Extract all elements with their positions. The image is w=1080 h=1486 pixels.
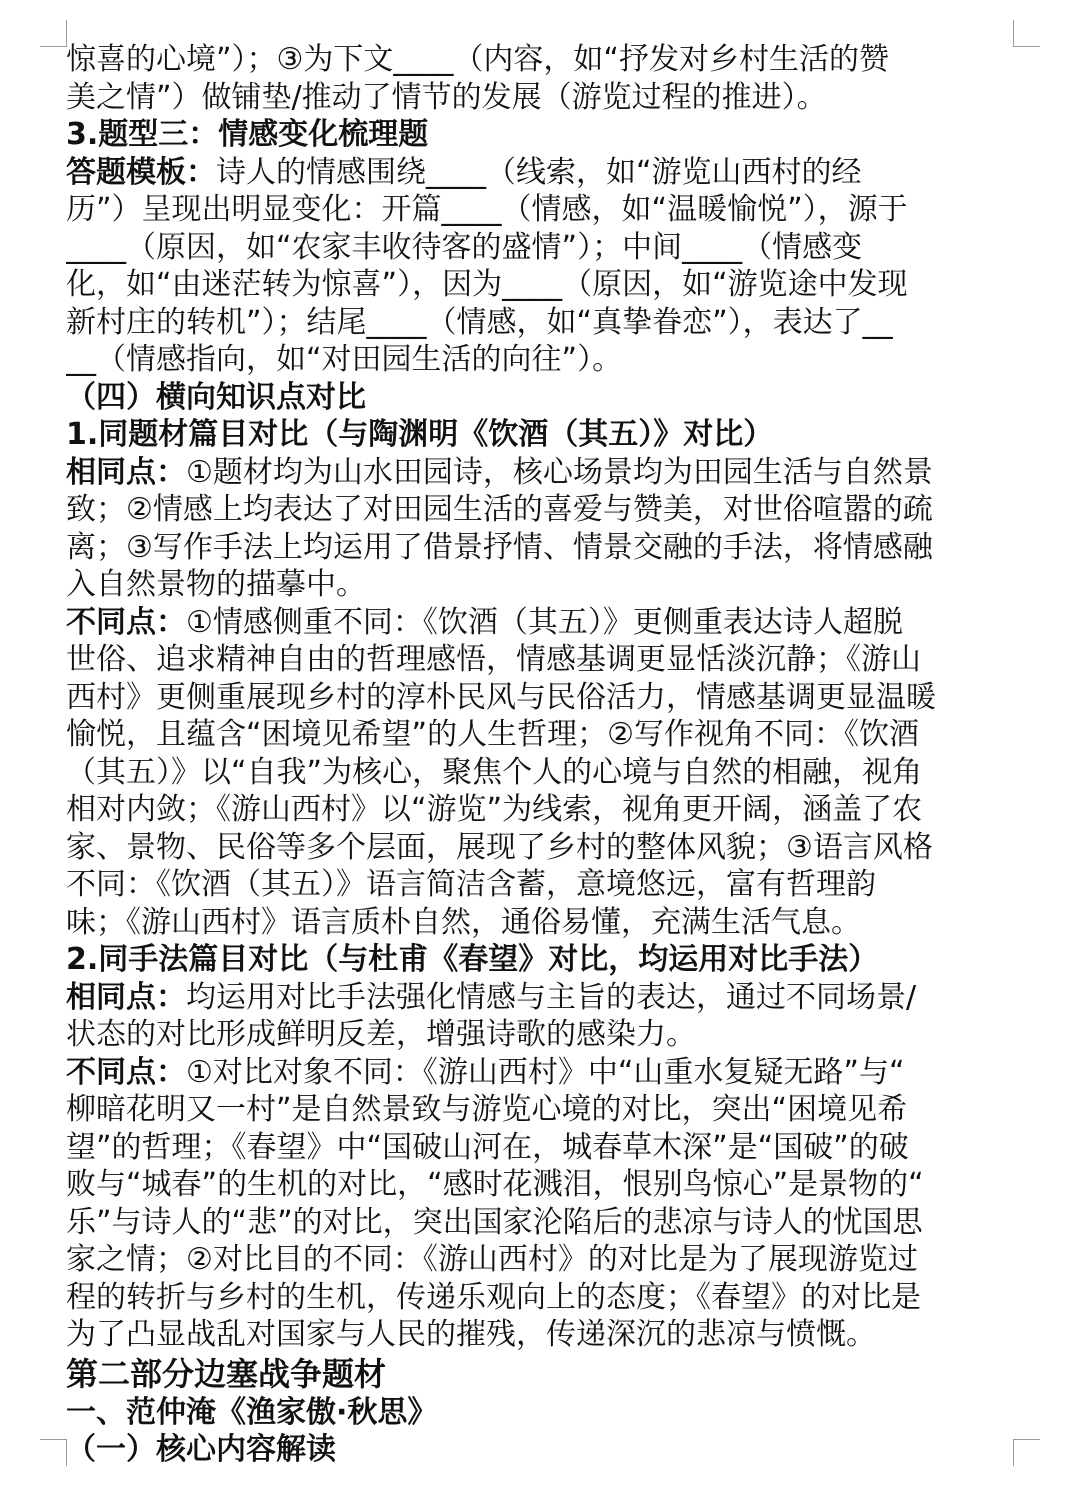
crop-mark-top-left (40, 20, 67, 47)
text-line: __（情感指向，如“对田园生活的向往”）。 (66, 342, 623, 377)
text-line (66, 1054, 1016, 1092)
text-line (66, 454, 1016, 492)
question-type-heading: 3.题型三：情感变化梳理题 (66, 117, 429, 152)
text-span: 均运用对比手法强化情感与主旨的表达，通过不同场景/ (186, 979, 917, 1015)
text-line: ____（原因，如“农家丰收待客的盛情”）；中间____（情感变 (66, 229, 863, 265)
text-line: 历”）呈现出明显变化：开篇____（情感，如“温暖愉悦”），源于 (66, 192, 908, 227)
text-line (66, 979, 1016, 1017)
text-line: 状态的对比形成鲜明反差，增强诗歌的感染力。 (66, 1017, 696, 1052)
text-line: 家之情；②对比目的不同：《游山西村》的对比是为了展现游览过 (66, 1242, 918, 1277)
text-line: 不同：《饮酒（其五）》语言简洁含蓄，意境悠远，富有哲理韵 (66, 867, 876, 902)
text-line (66, 604, 1016, 642)
crop-mark-bottom-right (1013, 1439, 1040, 1466)
poem-heading: 一、范仲淹《渔家傲·秋思》 (66, 1394, 438, 1430)
text-line: 乐”与诗人的“悲”的对比，突出国家沦陷后的悲凉与诗人的忧国思 (66, 1204, 923, 1240)
text-line: 入自然景物的描摹中。 (66, 567, 366, 602)
text-line: 世俗、追求精神自由的哲理感悟，情感基调更显恬淡沉静；《游山 (66, 642, 921, 677)
text-line: 味；《游山西村》语言质朴自然，通俗易懂，充满生活气息。 (66, 904, 861, 940)
text-line: 望”的哲理；《春望》中“国破山河在，城春草木深”是“国破”的破 (66, 1129, 909, 1165)
text-span: 诗人的情感围绕____（线索，如“游览山西村的经 (216, 154, 862, 190)
difference-label: 不同点： (66, 604, 186, 640)
part-heading: 第二部分边塞战争题材 (66, 1354, 387, 1393)
similarity-label: 相同点： (66, 979, 186, 1015)
text-line: 惊喜的心境”）；③为下文____（内容，如“抒发对乡村生活的赞 (66, 42, 889, 77)
comparison-heading: 1.同题材篇目对比（与陶渊明《饮酒（其五）》对比） (66, 417, 774, 452)
text-line: 愉悦，且蕴含“困境见希望”的人生哲理；②写作视角不同：《饮酒 (66, 717, 919, 752)
answer-template-label: 答题模板： (66, 154, 216, 190)
text-line: 相对内敛；《游山西村》以“游览”为线索，视角更开阔，涵盖了农 (66, 792, 923, 827)
text-line: 致；②情感上均表达了对田园生活的喜爱与赞美，对世俗喧嚣的疏 (66, 492, 933, 527)
subsection-heading: （一）核心内容解读 (66, 1432, 336, 1467)
text-span: ①题材均为山水田园诗，核心场景均为田园生活与自然景 (186, 454, 933, 490)
section-heading: （四）横向知识点对比 (66, 379, 366, 415)
crop-mark-top-right (1013, 20, 1040, 47)
text-span: ①对比对象不同：《游山西村》中“山重水复疑无路”与“ (186, 1054, 905, 1090)
text-line: 程的转折与乡村的生机，传递乐观向上的态度；《春望》的对比是 (66, 1279, 921, 1315)
text-line: 西村》更侧重展现乡村的淳朴民风与民俗活力，情感基调更显温暖 (66, 679, 936, 715)
text-line: 柳暗花明又一村”是自然景致与游览心境的对比，突出“困境见希 (66, 1092, 908, 1127)
text-line: 败与“城春”的生机的对比，“感时花溅泪，恨别鸟惊心”是景物的“ (66, 1167, 924, 1202)
difference-label: 不同点： (66, 1054, 186, 1090)
similarity-label: 相同点： (66, 454, 186, 490)
text-line: 离；③写作手法上均运用了借景抒情、情景交融的手法，将情感融 (66, 529, 933, 565)
text-line: （其五）》以“自我”为核心，聚焦个人的心境与自然的相融，视角 (66, 754, 923, 790)
text-line: 美之情”）做铺垫/推动了情节的发展（游览过程的推进）。 (66, 79, 827, 115)
text-span: ①情感侧重不同：《饮酒（其五）》更侧重表达诗人超脱 (186, 604, 903, 640)
crop-mark-bottom-left (40, 1439, 67, 1466)
comparison-heading: 2.同手法篇目对比（与杜甫《春望》对比，均运用对比手法） (66, 942, 879, 977)
text-line: 为了凸显战乱对国家与人民的摧残，传递深沉的悲凉与愤慨。 (66, 1317, 876, 1352)
document-body (66, 41, 1016, 1469)
text-line: 新村庄的转机”）；结尾____（情感，如“真挚眷恋”），表达了__ (66, 304, 893, 340)
text-line (66, 154, 1016, 192)
text-line: 家、景物、民俗等多个层面，展现了乡村的整体风貌；③语言风格 (66, 829, 933, 865)
text-line: 化，如“由迷茫转为惊喜”），因为____（原因，如“游览途中发现 (66, 267, 908, 302)
